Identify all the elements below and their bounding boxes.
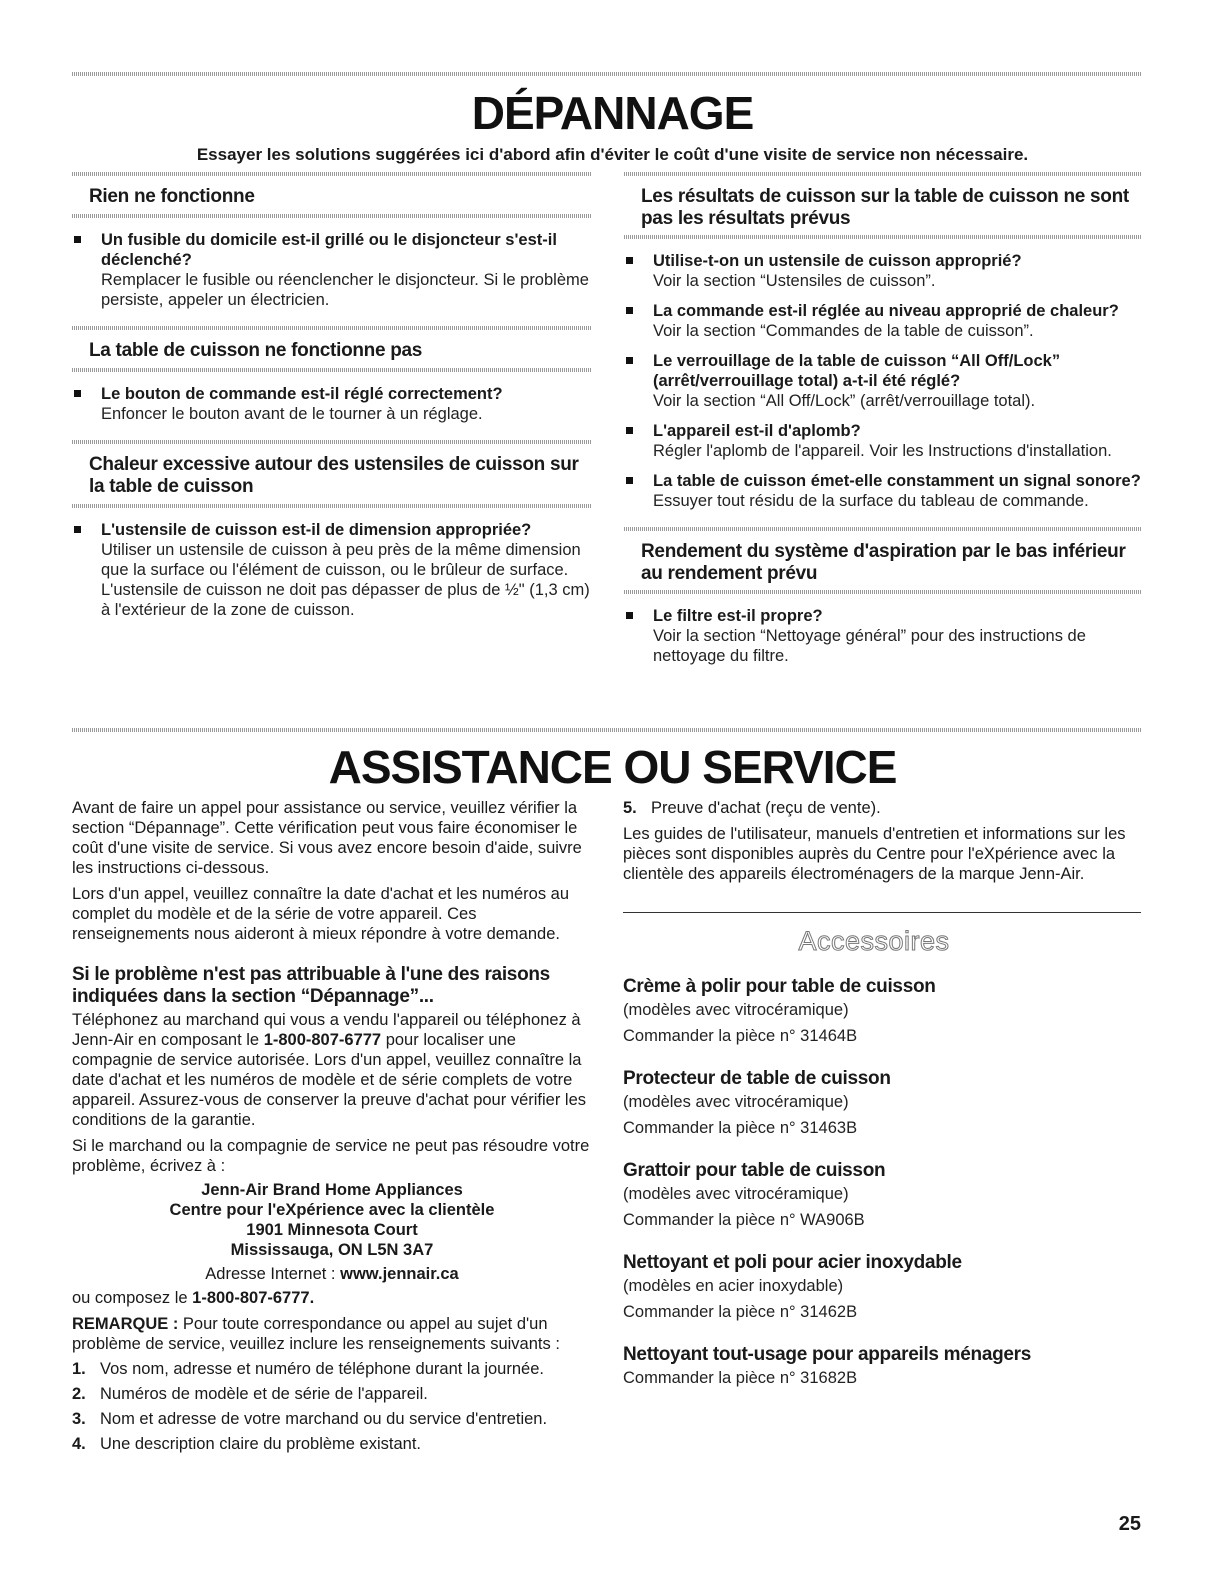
accessory-item xyxy=(623,1252,1141,1322)
trouble-answer: Essuyer tout résidu de la surface du tableau de commande. xyxy=(653,492,1089,510)
trouble-item xyxy=(624,606,1142,666)
guides-paragraph: Les guides de l'utilisateur, manuels d'entretien et informations sur les pièces sont disponibles auprès du Centre pour l'eXpérience avec la clientèle des appareils électroménagers de la marque Jenn-Air. xyxy=(623,825,1126,883)
bullet xyxy=(74,390,81,397)
trouble-question: La table de cuisson émet-elle constamment un signal sonore? xyxy=(653,472,1141,490)
assistance-title: ASSISTANCE OU SERVICE xyxy=(328,741,897,793)
accessory-desc: (modèles avec vitrocéramique) xyxy=(623,1185,849,1203)
section-heading: Chaleur excessive autour des ustensiles de cuisson sur la table de cuisson xyxy=(89,454,579,497)
text-run: pour localiser une compagnie de service autorisée. Lors d'un appel, veuillez connaître la date d'achat et les numéros de modèle et de série complets de votre appareil. Assurez-vous de conserver la preuve d'achat pour vérifier les conditions de la garantie. xyxy=(72,1031,586,1129)
bullet xyxy=(626,612,633,619)
accessory-part: Commander la pièce n° WA906B xyxy=(623,1211,865,1229)
accessory-name: Protecteur de table de cuisson xyxy=(623,1068,891,1089)
assistance-right-column xyxy=(623,798,1141,884)
list-text: Nom et adresse de votre marchand ou du service d'entretien. xyxy=(100,1410,548,1428)
list-text: Vos nom, adresse et numéro de téléphone durant la journée. xyxy=(100,1360,544,1378)
trouble-item xyxy=(624,301,1142,341)
trouble-item xyxy=(624,251,1142,291)
trouble-question: Le bouton de commande est-il réglé correctement? xyxy=(101,385,503,403)
bullet xyxy=(626,477,633,484)
list-text: Numéros de modèle et de série de l'appareil. xyxy=(100,1385,428,1403)
trouble-answer: Utiliser un ustensile de cuisson à peu près de la même dimension que la surface ou l'élément de cuisson, ou le brûleur de surface. L'ustensile de cuisson ne doit pas dépasser de plus de ½" (1,3 cm) à l'extérieur de la zone de cuisson. xyxy=(101,541,590,619)
bullet xyxy=(74,236,81,243)
section-heading: Rendement du système d'aspiration par le bas inférieur au rendement prévu xyxy=(641,541,1126,584)
phone-number: 1-800-807-6777. xyxy=(192,1289,315,1307)
trouble-answer: Voir la section “All Off/Lock” (arrêt/verrouillage total). xyxy=(653,392,1036,410)
bullet xyxy=(626,257,633,264)
list-text: Preuve d'achat (reçu de vente). xyxy=(651,799,881,817)
bullet xyxy=(626,427,633,434)
trouble-question: L'appareil est-il d'aplomb? xyxy=(653,422,861,440)
depannage-title: DÉPANNAGE xyxy=(471,87,754,139)
list-item xyxy=(72,1384,592,1404)
section-rule xyxy=(72,368,592,372)
trouble-item xyxy=(72,520,592,620)
trouble-answer: Régler l'aplomb de l'appareil. Voir les Instructions d'installation. xyxy=(653,442,1112,460)
assistance-paragraph: Avant de faire un appel pour assistance ou service, veuillez vérifier la section “Dépannage”. Cette vérification peut vous faire économiser le coût d'une visite de service. Si vous avez encore besoin d'aide, suivre les instructions ci-dessous. xyxy=(72,799,582,877)
depannage-left-column xyxy=(72,172,592,620)
depannage-intro: Essayer les solutions suggérées ici d'abord afin d'éviter le coût d'une visite de service non nécessaire. xyxy=(196,145,1029,164)
accessory-part: Commander la pièce n° 31682B xyxy=(623,1369,858,1387)
address-line: Centre pour l'eXpérience avec la clientèle xyxy=(169,1201,495,1219)
section-rule xyxy=(72,214,592,218)
accessory-name: Nettoyant tout-usage pour appareils ménagers xyxy=(623,1344,1032,1365)
accessory-part: Commander la pièce n° 31463B xyxy=(623,1119,858,1137)
trouble-question: La commande est-il réglée au niveau approprié de chaleur? xyxy=(653,302,1119,320)
page-number: 25 xyxy=(1118,1513,1141,1535)
list-number: 4. xyxy=(72,1435,86,1453)
trouble-item xyxy=(624,421,1142,461)
accessory-item xyxy=(623,1160,1141,1230)
trouble-question: Utilise-t-on un ustensile de cuisson approprié? xyxy=(653,252,1022,270)
assistance-paragraph: Lors d'un appel, veuillez connaître la date d'achat et les numéros au complet du modèle et de la série de votre appareil. Ces renseignements nous aideront à mieux répondre à votre demande. xyxy=(72,885,570,943)
accessoires-list xyxy=(623,976,1141,1388)
accessory-item xyxy=(623,976,1141,1046)
address-line: Jenn-Air Brand Home Appliances xyxy=(201,1181,463,1199)
bullet xyxy=(626,357,633,364)
section-rule xyxy=(72,440,592,444)
trouble-answer: Remplacer le fusible ou réenclencher le disjoncteur. Si le problème persiste, appeler un électricien. xyxy=(101,271,589,309)
bullet xyxy=(74,526,81,533)
accessory-name: Nettoyant et poli pour acier inoxydable xyxy=(623,1252,962,1273)
depannage-right-column xyxy=(624,172,1142,666)
section-rule xyxy=(72,172,592,176)
section-rule xyxy=(624,172,1142,176)
list-text: Une description claire du problème existant. xyxy=(100,1435,422,1453)
assistance-left-column xyxy=(72,798,592,1454)
section-heading: Les résultats de cuisson sur la table de cuisson ne sont pas les résultats prévus xyxy=(641,186,1129,229)
section-heading: Rien ne fonctionne xyxy=(89,186,255,207)
trouble-question: L'ustensile de cuisson est-il de dimension appropriée? xyxy=(101,521,532,539)
top-rule xyxy=(72,72,1142,76)
section-heading: La table de cuisson ne fonctionne pas xyxy=(89,340,423,361)
list-item xyxy=(72,1409,592,1429)
text-run: Pour toute correspondance ou appel au sujet d'un problème de service, veuillez inclure les renseignements suivants : xyxy=(72,1315,560,1353)
list-number: 1. xyxy=(72,1360,86,1378)
phone-number: 1-800-807-6777 xyxy=(263,1031,382,1049)
section-rule xyxy=(624,235,1142,239)
trouble-question: Le verrouillage de la table de cuisson “All Off/Lock” (arrêt/verrouillage total) a-t-il été réglé? xyxy=(653,352,1061,390)
accessory-item xyxy=(623,1068,1141,1138)
website-link[interactable]: www.jennair.ca xyxy=(340,1265,459,1283)
section-rule xyxy=(72,326,592,330)
accessory-name: Grattoir pour table de cuisson xyxy=(623,1160,886,1181)
trouble-question: Un fusible du domicile est-il grillé ou le disjoncteur s'est-il déclenché? xyxy=(101,231,557,269)
address-line: 1901 Minnesota Court xyxy=(246,1221,418,1239)
list-item xyxy=(72,1359,592,1379)
text-run: ou composez le xyxy=(72,1289,193,1307)
accessory-part: Commander la pièce n° 31464B xyxy=(623,1027,858,1045)
remarque xyxy=(72,1314,592,1354)
accessory-name: Crème à polir pour table de cuisson xyxy=(623,976,936,997)
trouble-answer: Voir la section “Commandes de la table de cuisson”. xyxy=(653,322,1034,340)
list-number: 5. xyxy=(623,799,637,817)
accessory-part: Commander la pièce n° 31462B xyxy=(623,1303,858,1321)
list-item xyxy=(72,1434,592,1454)
assistance-paragraph xyxy=(72,1010,592,1130)
accessoires-rule xyxy=(623,912,1141,913)
address-line: Mississauga, ON L5N 3A7 xyxy=(230,1241,434,1259)
text-run: Adresse Internet : xyxy=(205,1265,341,1283)
accessoires-title: Accessoires xyxy=(798,926,950,956)
trouble-item xyxy=(624,471,1142,511)
compose-line xyxy=(72,1288,592,1308)
accessory-desc: (modèles en acier inoxydable) xyxy=(623,1277,844,1295)
trouble-answer: Voir la section “Ustensiles de cuisson”. xyxy=(653,272,936,290)
trouble-answer: Voir la section “Nettoyage général” pour des instructions de nettoyage du filtre. xyxy=(653,627,1086,665)
accessory-desc: (modèles avec vitrocéramique) xyxy=(623,1093,849,1111)
remarque-label: REMARQUE : xyxy=(72,1315,179,1333)
accessory-item xyxy=(623,1344,1141,1388)
middle-rule xyxy=(72,728,1142,732)
text-run: Téléphonez au marchand qui vous a vendu l'appareil ou téléphonez à Jenn-Air en composant le xyxy=(72,1011,581,1049)
trouble-item xyxy=(624,351,1142,411)
internet-line xyxy=(72,1264,592,1284)
section-rule xyxy=(624,527,1142,531)
trouble-answer: Enfoncer le bouton avant de le tourner à un réglage. xyxy=(101,405,483,423)
assistance-subheading: Si le problème n'est pas attribuable à l'une des raisons indiquées dans la section “Dépannage”... xyxy=(72,964,550,1007)
list-item xyxy=(623,798,1141,818)
section-rule xyxy=(624,590,1142,594)
bullet xyxy=(626,307,633,314)
list-number: 2. xyxy=(72,1385,86,1403)
accessory-desc: (modèles avec vitrocéramique) xyxy=(623,1001,849,1019)
assistance-paragraph: Si le marchand ou la compagnie de service ne peut pas résoudre votre problème, écrivez à : xyxy=(72,1137,590,1175)
list-number: 3. xyxy=(72,1410,86,1428)
trouble-item xyxy=(72,384,592,424)
section-rule xyxy=(72,504,592,508)
trouble-question: Le filtre est-il propre? xyxy=(653,607,823,625)
trouble-item xyxy=(72,230,592,310)
